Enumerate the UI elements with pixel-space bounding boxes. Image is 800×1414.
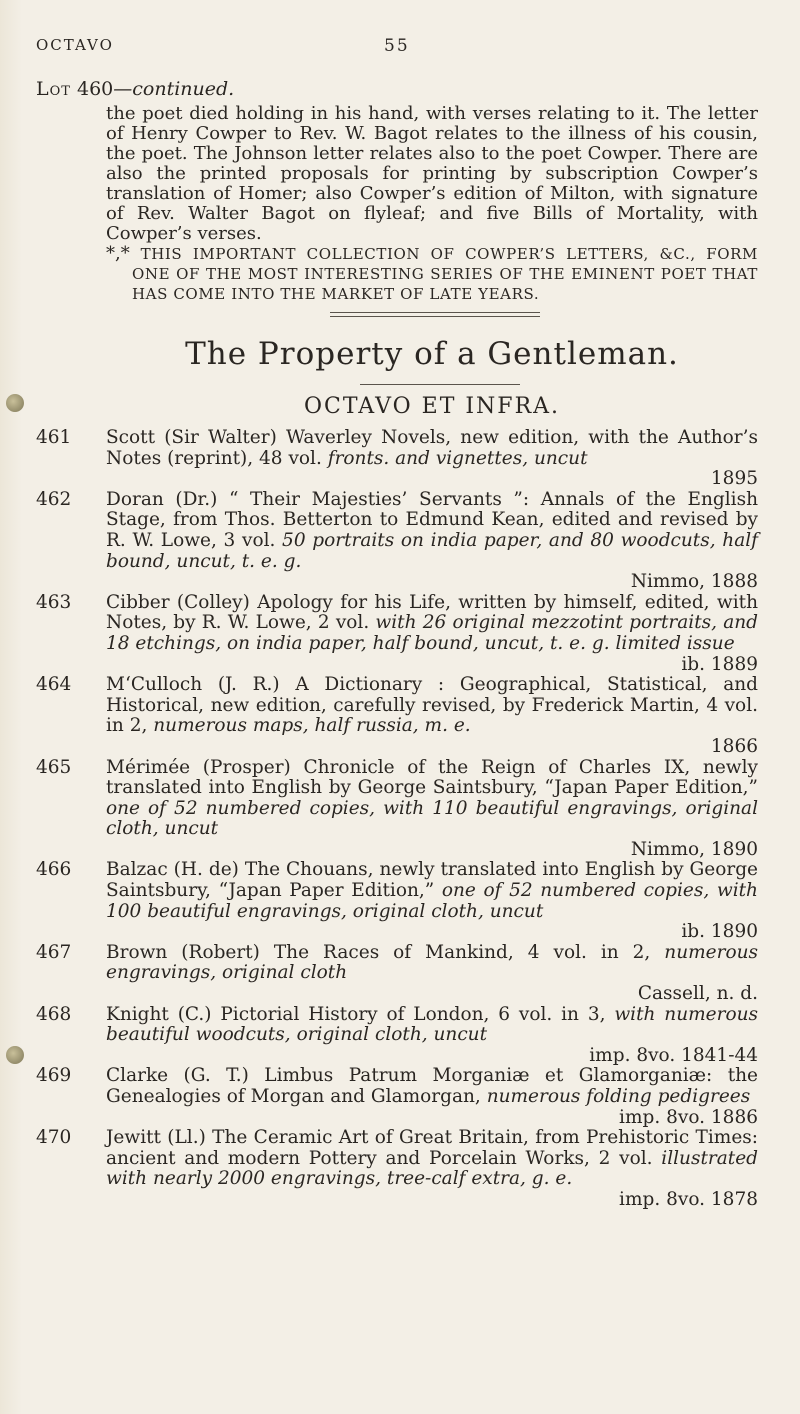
lot-details: numerous folding pedigrees	[486, 1086, 751, 1107]
lot-entry	[36, 428, 758, 490]
lot-imprint: Nimmo, 1890	[630, 838, 758, 860]
lot-imprint: imp. 8vo. 1886	[619, 1106, 758, 1128]
property-heading: The Property of a Gentleman.	[185, 336, 679, 372]
lot-imprint: 1895	[710, 468, 758, 490]
lot-entry	[36, 675, 758, 757]
lot-460-description	[106, 104, 758, 304]
collection-note	[106, 243, 758, 304]
lot-entry	[36, 1066, 758, 1128]
lot-entry	[36, 1005, 758, 1067]
lot-title: Balzac (H. de) The Chouans, newly translated into English by George Saintsbury, “Japan Paper Edition,”	[106, 859, 758, 902]
binding-hole-bottom	[6, 1046, 24, 1064]
lot-entry	[36, 860, 758, 942]
lot-entry	[36, 1128, 758, 1210]
lot-number: 465	[36, 756, 72, 778]
lot-number: 467	[36, 941, 72, 963]
lot-details: one of 52 numbered copies, with 110 beautiful engravings, original cloth, uncut	[106, 797, 758, 840]
collection-note-text: THIS IMPORTANT COLLECTION OF COWPER’S LETTERS, &C., FORM ONE OF THE MOST INTERESTING SERIES OF THE EMINENT POET THAT HAS COME INTO THE MARKET OF LATE YEARS.	[132, 245, 758, 303]
lot-number: 469	[36, 1065, 72, 1087]
single-rule	[360, 384, 520, 385]
lot-imprint: imp. 8vo. 1841-44	[589, 1044, 758, 1066]
page-edge	[0, 0, 22, 1414]
lot-imprint: 1866	[710, 735, 758, 757]
lot-details: 50 portraits on india paper, and 80 woodcuts, half bound, uncut, t. e. g.	[106, 529, 758, 572]
lot-title: Knight (C.) Pictorial History of London, 6 vol. in 3,	[106, 1003, 615, 1025]
lot-label: Lot	[36, 78, 71, 100]
lot-description	[106, 758, 758, 861]
lot-description	[106, 675, 758, 757]
lot-description	[106, 593, 758, 675]
lot-number: 462	[36, 488, 72, 510]
lot-description	[106, 943, 758, 1005]
lot-title: Brown (Robert) The Races of Mankind, 4 vol. in 2,	[106, 941, 665, 963]
lot-details: illustrated with nearly 2000 engravings, tree-calf extra, g. e.	[106, 1147, 758, 1190]
lot-title: Scott (Sir Walter) Waverley Novels, new edition, with the Author’s Notes (reprint), 48 vol.	[106, 427, 758, 469]
lot-title: Doran (Dr.) “ Their Majesties’ Servants ”: Annals of the English Stage, from Thos. Betterton to Edmund Kean, edited and revised by R. W. Lowe, 3 vol.	[106, 488, 758, 551]
lot-imprint: imp. 8vo. 1878	[619, 1188, 758, 1210]
lot-number: 466	[36, 859, 72, 881]
lot-description	[106, 860, 758, 942]
lot-title: M‘Culloch (J. R.) A Dictionary : Geographical, Statistical, and Historical, new edition, carefully revised, by Frederick Martin, 4 vol. in 2,	[106, 674, 758, 737]
lot-details: one of 52 numbered copies, with 100 beautiful engravings, original cloth, uncut	[106, 880, 758, 922]
lot-number: 461	[36, 427, 72, 448]
lot-details: numerous maps, half russia, m. e.	[153, 715, 471, 737]
lot-continued	[36, 78, 234, 100]
lot-description	[106, 428, 758, 490]
lot-number: 463	[36, 591, 72, 613]
lot-entry	[36, 490, 758, 593]
page-number: 55	[384, 36, 410, 56]
lot-details: with numerous beautiful woodcuts, original cloth, uncut	[106, 1003, 758, 1046]
lot-number: 464	[36, 674, 72, 696]
lot-entry	[36, 943, 758, 1005]
section-label: OCTAVO	[36, 36, 114, 54]
lot-number: 470	[36, 1127, 72, 1149]
lot-title: Clarke (G. T.) Limbus Patrum Morganiæ et Glamorganiæ: the Genealogies of Morgan and Glamorgan,	[106, 1065, 758, 1107]
lot-imprint: ib. 1890	[681, 921, 758, 943]
lot-number: 460	[77, 78, 114, 100]
binding-hole-top	[6, 394, 24, 412]
lot-imprint: ib. 1889	[681, 653, 758, 675]
lot-description	[106, 1128, 758, 1210]
lot-imprint: Cassell, n. d.	[637, 983, 758, 1005]
lot-title: Mérimée (Prosper) Chronicle of the Reign of Charles IX, newly translated into English by George Saintsbury, “Japan Paper Edition,”	[106, 756, 758, 799]
lot-details: numerous engravings, original cloth	[106, 941, 758, 984]
lot-description	[106, 1005, 758, 1067]
lot-title: Cibber (Colley) Apology for his Life, written by himself, edited, with Notes, by R. W. Lowe, 2 vol.	[106, 591, 758, 634]
asterism: *,*	[106, 243, 130, 264]
lot-imprint: Nimmo, 1888	[630, 571, 758, 593]
lot-description	[106, 1066, 758, 1128]
lot-entry	[36, 758, 758, 861]
double-rule	[330, 312, 540, 317]
lot-continued-suffix: —continued.	[113, 78, 235, 100]
intro-paragraph: the poet died holding in his hand, with verses relating to it. The letter of Henry Cowper to Rev. W. Bagot relates to the illness of his cousin, the poet. The Johnson letter relates also to the poet Cowper. There are also the printed proposals for printing by subscription Cowper’s translation of Homer; also Cowper’s edition of Milton, with signature of Rev. Walter Bagot on flyleaf; and five Bills of Mortality, with Cowper’s verses.	[106, 103, 758, 244]
lot-details: with 26 original mezzotint portraits, and 18 etchings, on india paper, half bound, uncut, t. e. g. limited issue	[106, 612, 758, 654]
lot-description	[106, 490, 758, 593]
lot-title: Jewitt (Ll.) The Ceramic Art of Great Britain, from Prehistoric Times: ancient and modern Pottery and Porcelain Works, 2 vol.	[106, 1127, 758, 1169]
lot-details: fronts. and vignettes, uncut	[327, 447, 588, 469]
lot-entry	[36, 593, 758, 675]
lot-number: 468	[36, 1003, 72, 1025]
section-title: OCTAVO ET INFRA.	[303, 394, 561, 419]
lot-list	[36, 428, 758, 1211]
